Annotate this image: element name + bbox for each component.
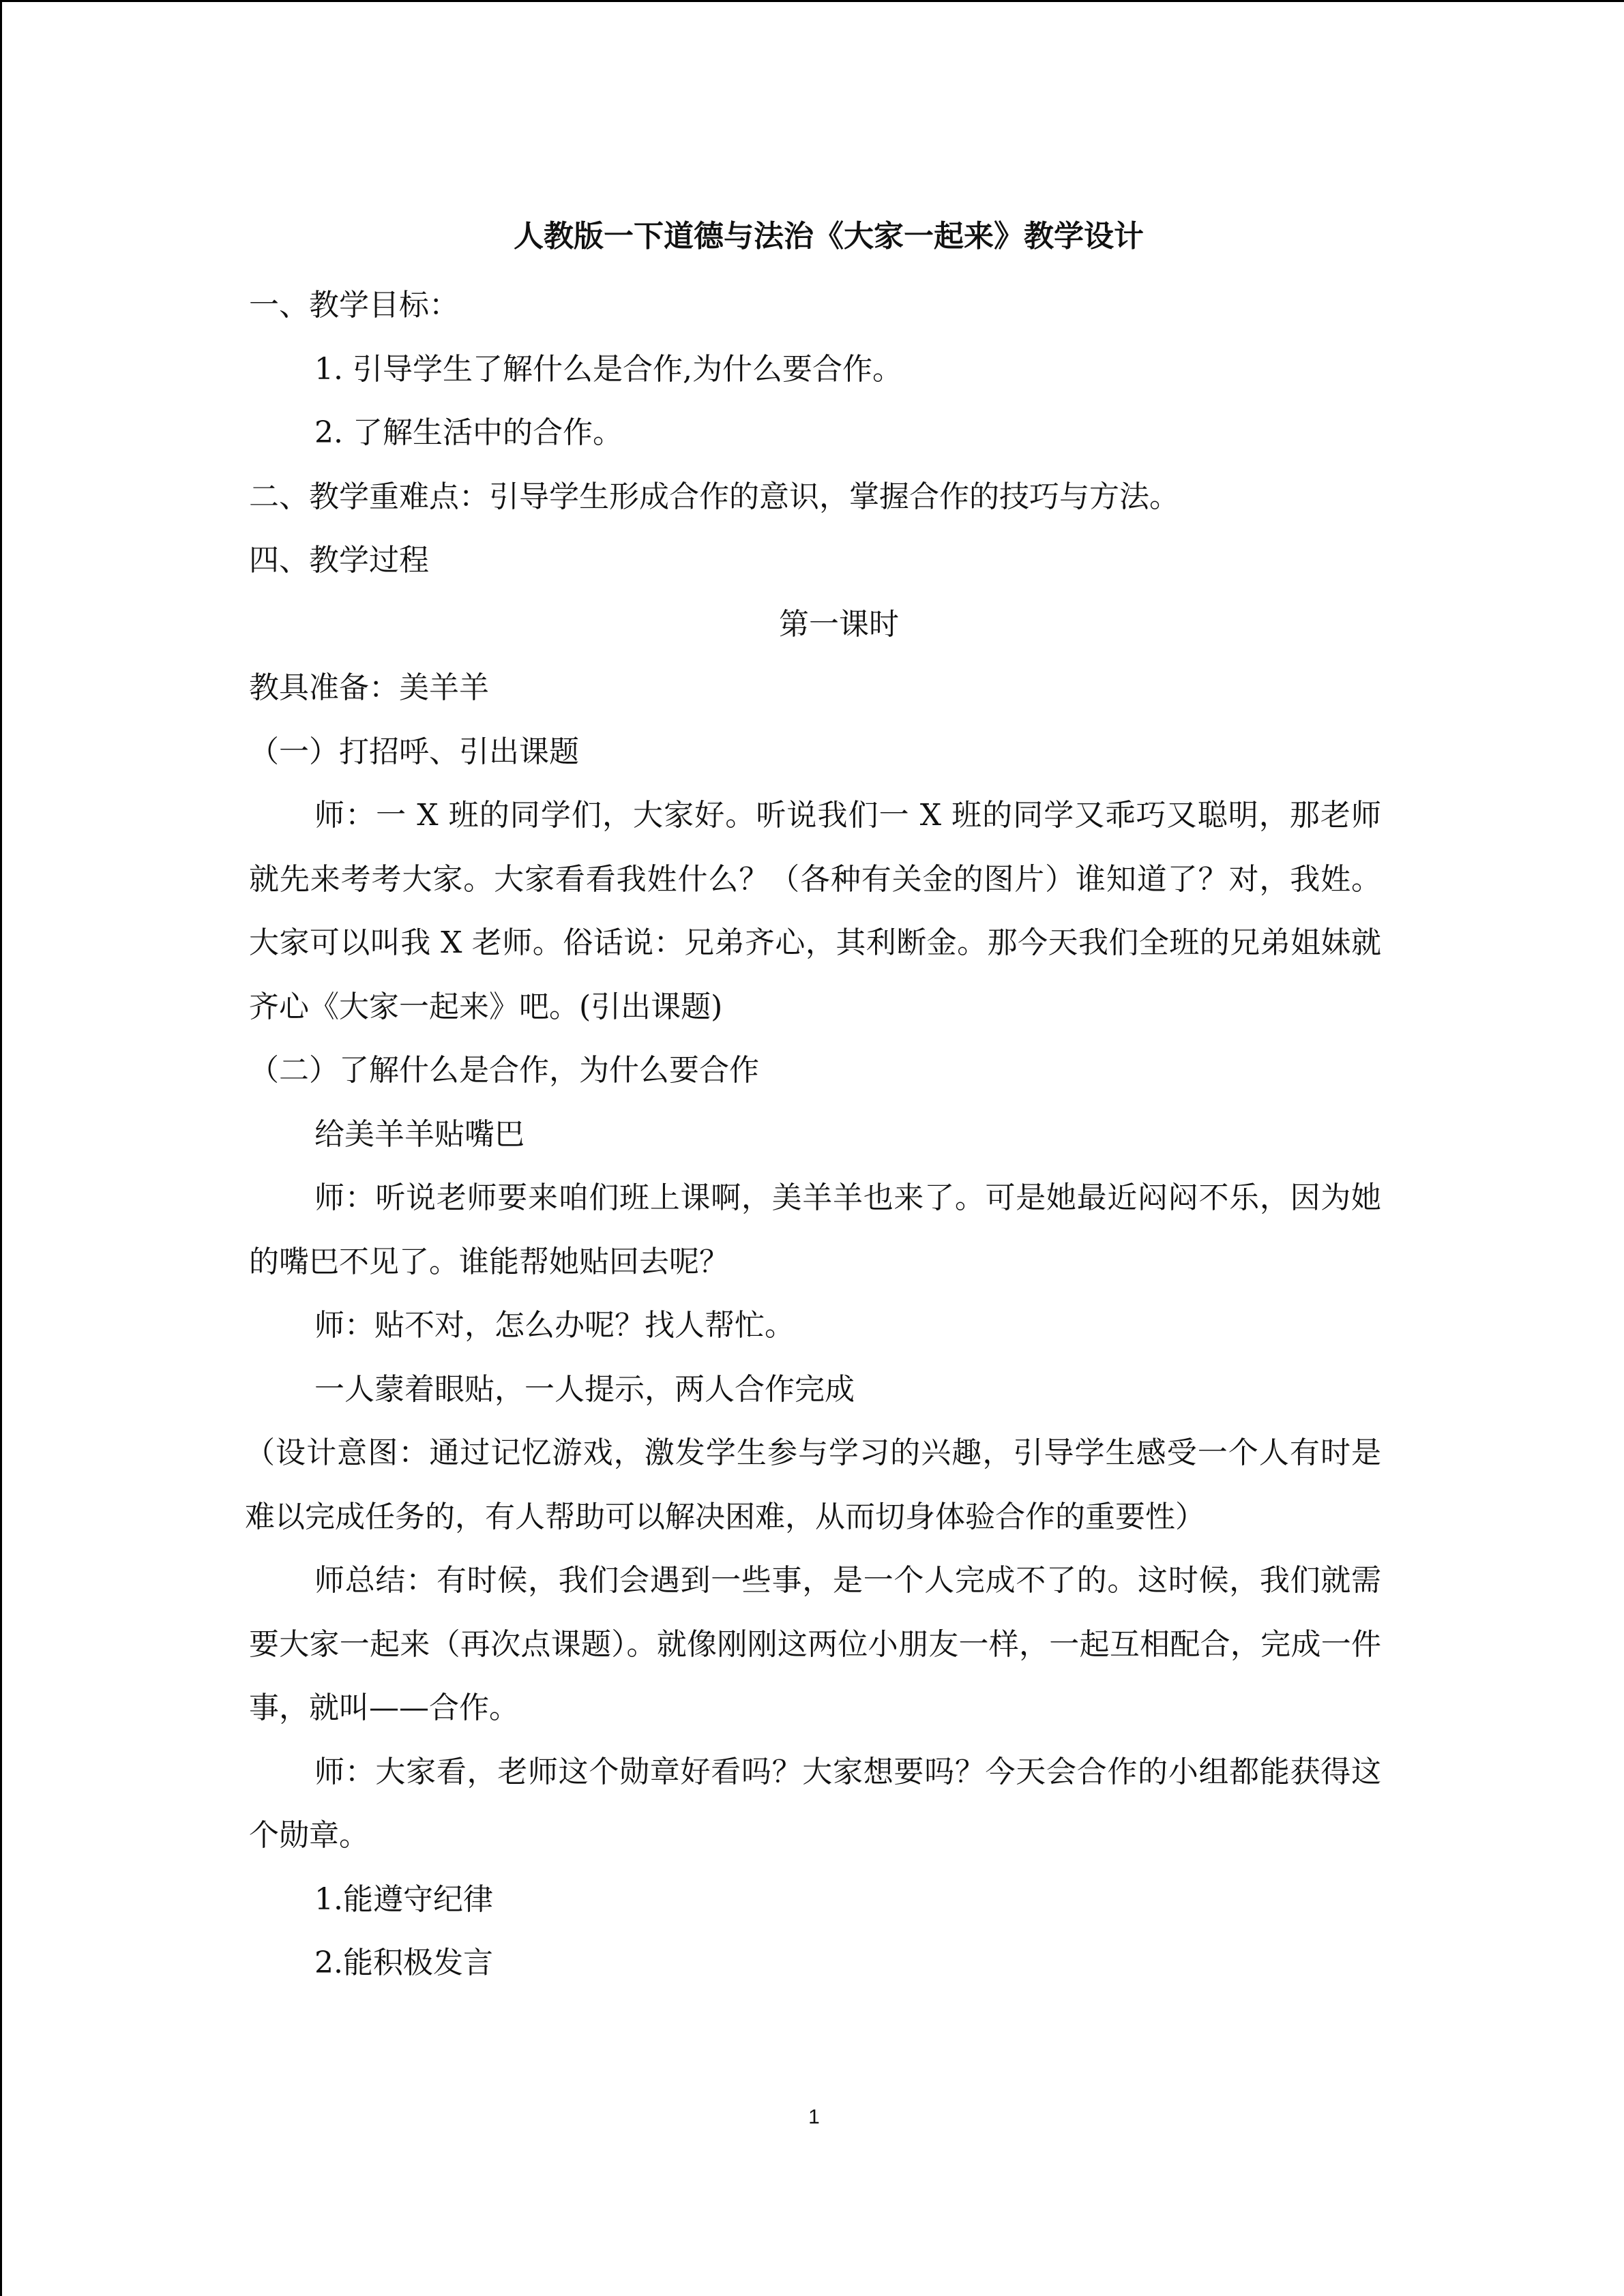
paragraph-meiyangyang: 师：听说老师要来咱们班上课啊，美羊羊也来了。可是她最近闷闷不乐，因为她的嘴巴不见了。谁能帮她贴回去呢？: [249, 1180, 1381, 1279]
section-heading-process: 四、教学过程: [249, 543, 429, 578]
paragraph-blindfold: 一人蒙着眼贴，一人提示，两人合作完成: [314, 1371, 855, 1407]
document-title: 人教版一下道德与法治《大家一起来》教学设计: [514, 219, 1144, 254]
teaching-tools: 教具准备：美羊羊: [249, 670, 489, 705]
section-heading-objectives: 一、教学目标：: [249, 288, 459, 323]
design-intent: （设计意图：通过记忆游戏，激发学生参与学习的兴趣，引导学生感受一个人有时是难以完成任务的，有人帮助可以解决困难，从而切身体验合作的重要性）: [245, 1435, 1381, 1534]
lesson-title: 第一课时: [779, 606, 899, 642]
objective-item-1: 1. 引导学生了解什么是合作,为什么要合作。: [314, 351, 902, 387]
paragraph-medal: 师：大家看，老师这个勋章好看吗？大家想要吗？今天会合作的小组都能获得这个勋章。: [249, 1754, 1381, 1853]
rule-item-1: 1.能遵守纪律: [314, 1881, 493, 1917]
paragraph-greeting: 师：一 X 班的同学们，大家好。听说我们一 X 班的同学又乖巧又聪明，那老师就先来考考大家。大家看看我姓什么？（各种有关金的图片）谁知道了？对，我姓。大家可以叫我 X 老师。俗话说：兄弟齐心，其利断金。那今天我们全班的兄弟姐妹就齐心《大家一起来》吧。(引出课题): [249, 798, 1381, 1024]
paragraph-find-help: 师：贴不对，怎么办呢？找人帮忙。: [314, 1308, 795, 1343]
part-heading-2: （二）了解什么是合作，为什么要合作: [249, 1053, 759, 1088]
paragraph-summary: 师总结：有时候，我们会遇到一些事，是一个人完成不了的。这时候，我们就需要大家一起来（再次点课题）。就像刚刚这两位小朋友一样，一起互相配合，完成一件事，就叫——合作。: [249, 1563, 1381, 1725]
objective-item-2: 2. 了解生活中的合作。: [314, 415, 623, 450]
rule-item-2: 2.能积极发言: [314, 1945, 493, 1980]
section-heading-key-points: 二、教学重难点：引导学生形成合作的意识，掌握合作的技巧与方法。: [249, 479, 1179, 514]
part-heading-1: （一）打招呼、引出课题: [249, 734, 579, 769]
page-number: 1: [808, 2106, 820, 2128]
document-body: [245, 215, 1381, 1995]
activity-title: 给美羊羊贴嘴巴: [314, 1116, 525, 1152]
